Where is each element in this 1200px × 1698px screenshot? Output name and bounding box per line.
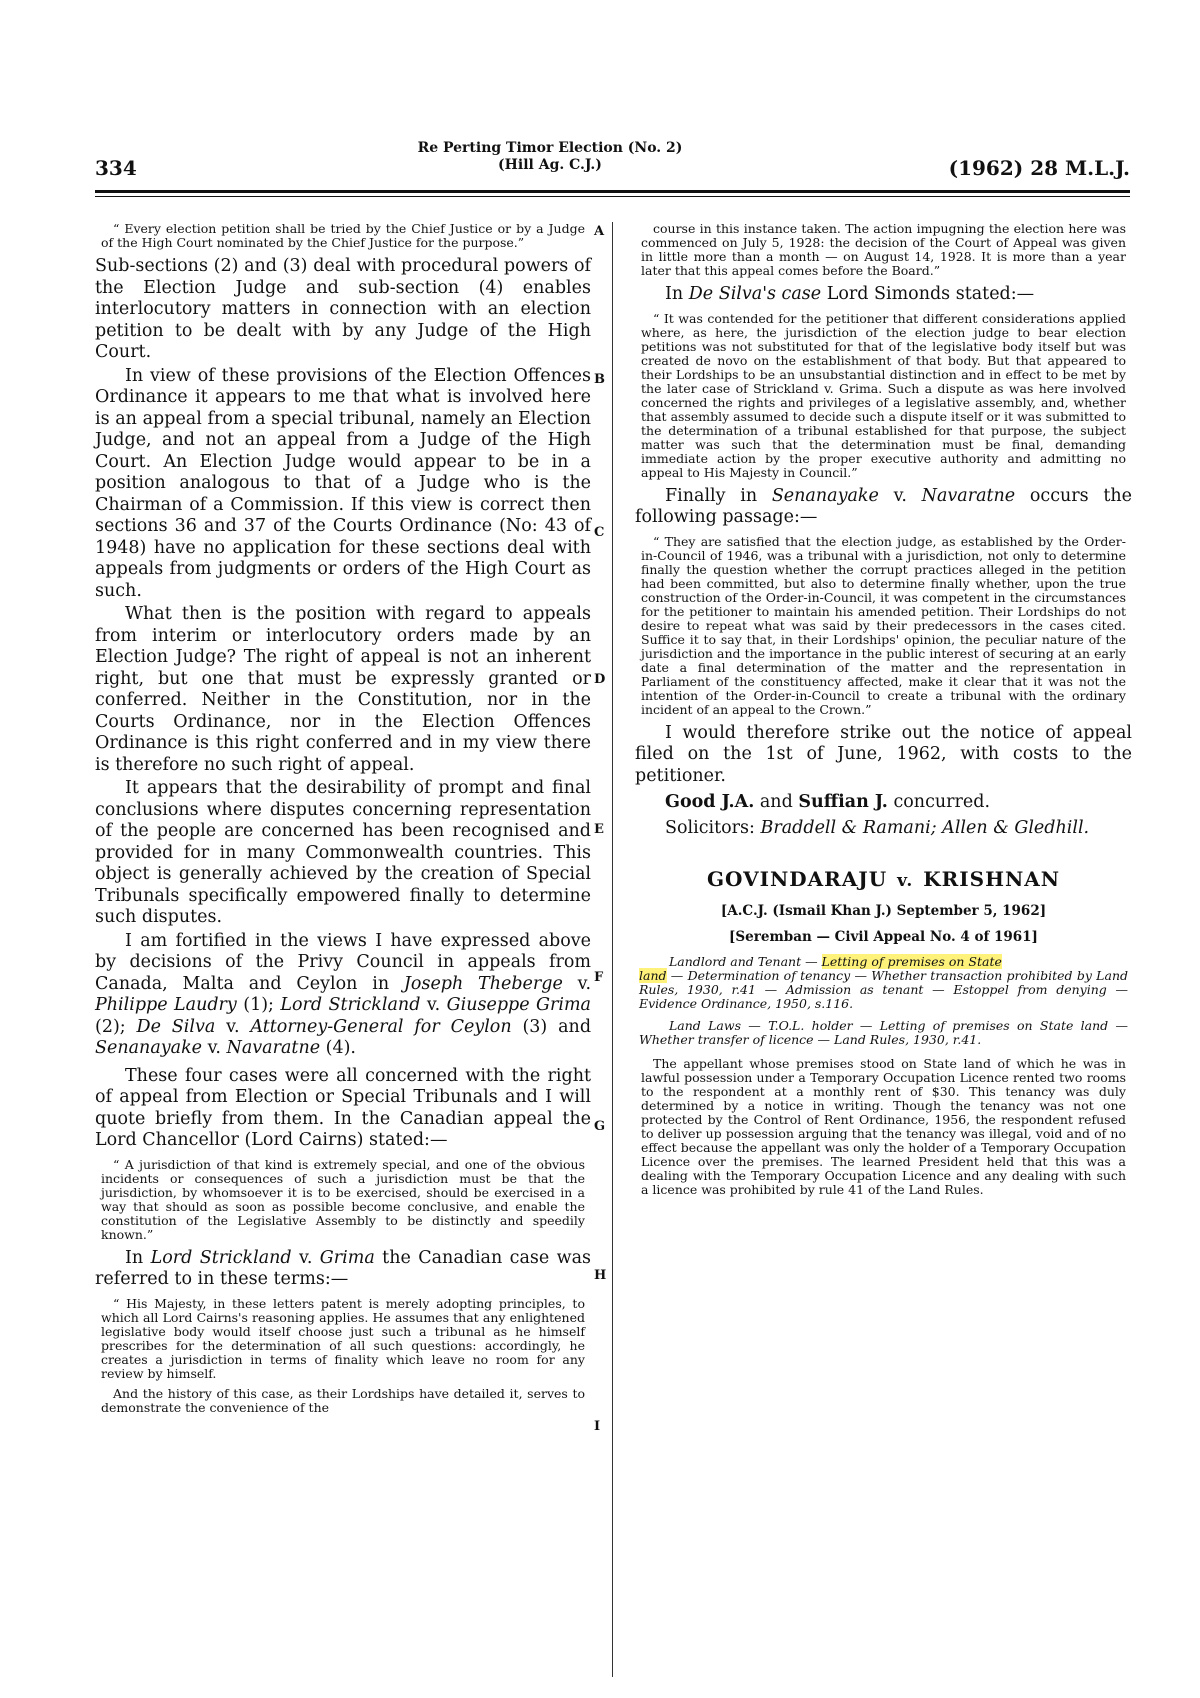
column-divider (612, 222, 613, 1677)
case-name: De Silva's case (688, 284, 822, 304)
text: concurred. (887, 792, 991, 812)
margin-letter: H (594, 1268, 607, 1283)
margin-letter: I (594, 1419, 601, 1434)
running-head-title: Re Perting Timor Election (No. 2) (417, 140, 683, 156)
text: (1); (236, 995, 281, 1015)
margin-letter: D (594, 672, 606, 687)
paragraph: It appears that the desirability of prompt and final conclusions where disputes concerning representation of the people are concerned has been recognised and provided for in many Commonwealth countries. This object is generally achieved by the creation of Special Tribunals specifically empowered finally to determine such disputes. (95, 778, 591, 927)
text: and (754, 792, 799, 812)
text: (3) and (511, 1016, 592, 1037)
text: — Determination of tenancy — Whether transaction prohibited by Land Rules, 1930, r.41 — Admission as tenant — Estoppel from denying — Evidence Ordinance, 1950, s.116. (639, 968, 1128, 1011)
case-name: Attorney-General for Ceylon (250, 1016, 512, 1037)
paragraph (95, 1248, 591, 1291)
case-name: Grima (319, 1247, 375, 1268)
solicitors-names: Braddell & Ramani; Allen & Gledhill. (760, 818, 1090, 838)
citation: (1962) 28 M.L.J. (948, 156, 1130, 180)
text: v. (878, 485, 922, 506)
text: (4). (320, 1038, 356, 1058)
case-reference: [Seremban — Civil Appeal No. 4 of 1961] (729, 929, 1038, 945)
page-number: 334 (95, 156, 137, 180)
text: In (665, 284, 689, 304)
headnote (635, 955, 1132, 1011)
text: Lord Simonds stated:— (821, 284, 1035, 304)
judge-name: Suffian J. (798, 792, 888, 812)
text: v. (420, 995, 447, 1015)
paragraph (635, 284, 1132, 306)
text: occurs the following passage:— (635, 485, 1132, 527)
judge-name: Good J.A. (665, 792, 755, 812)
case-name: Navaratne (921, 485, 1016, 506)
solicitors (635, 817, 1132, 839)
text: the Canadian case was referred to in these terms:— (95, 1247, 592, 1289)
margin-letter: B (594, 372, 605, 387)
left-column (95, 222, 591, 1421)
solicitors-label: Solicitors: (665, 818, 761, 838)
text: v. (291, 1247, 320, 1268)
margin-letter: C (594, 525, 605, 540)
running-head-judge: (Hill Ag. C.J.) (498, 157, 602, 173)
margin-letter: G (594, 1119, 606, 1134)
highlighted-text: land (639, 968, 667, 983)
case-facts: The appellant whose premises stood on State land of which he was in lawful possession under a Temporary Occupation Licence rented two rooms to the respondent at a monthly rent of $30. This tenancy was duly determined by a notice in writing. Though the tenancy was not one protected by the Control of Rent Ordinance, 1956, the respondent refused to deliver up possession arguing that the tenancy was illegal, void and of no effect because the appellant was only the holder of a Temporary Occupation Licence over the premises. The learned President held that this was a dealing with the Temporary Occupation Licence and any dealing with such a licence was prohibited by rule 41 of the Land Rules. (641, 1056, 1126, 1197)
paragraph-privy-council-cases (95, 931, 591, 1060)
case-name: Senanayake (95, 1038, 203, 1058)
party-appellant: GOVINDARAJU (706, 867, 888, 891)
quotation: “ Every election petition shall be tried by the Chief Justice or by a Judge of the High Court nominated by the Chief Justice for the purpose.” (101, 221, 585, 250)
paragraph: What then is the position with regard to appeals from interim or interlocutory orders made by an Election Judge? The right of appeal is not an inherent right, but one that must be expressly granted or conferred. Neither in the Constitution, nor in the Courts Ordinance, nor in the Election Offences Ordinance is this right conferred and in my view there is therefore no such right of appeal. (95, 604, 591, 775)
paragraph: Sub-sections (2) and (3) deal with procedural powers of the Election Judge and sub-section (4) enables interlocutory matters in connection with an election petition to be dealt with by any Judge of the High Court. (95, 256, 591, 362)
text: v. (215, 1016, 251, 1037)
running-head (400, 140, 700, 174)
versus: v. (897, 871, 914, 891)
paragraph: In view of these provisions of the Election Offences Ordinance it appears to me that what is involved here is an appeal from a special tribunal, namely an Election Judge, and not an appeal from a Judge of the High Court. An Election Judge would appear to be in a position analogous to that of a Judge who is the Chairman of a Commission. If this view is correct then sections 36 and 37 of the Courts Ordinance (No: 43 of 1948) have no application for these sections deal with appeals from judgments or orders of the High Court as such. (95, 365, 591, 601)
text: In (125, 1247, 151, 1268)
right-column (635, 222, 1132, 1203)
case-court: [A.C.J. (Ismail Khan J.) September 5, 1962] (720, 903, 1047, 919)
case-name: Lord Strickland (150, 1247, 292, 1268)
paragraph (635, 486, 1132, 529)
paragraph: These four cases were all concerned with the right of appeal from Election or Special Tribunals and I will quote briefly from them. In the Canadian appeal the Lord Chancellor (Lord Cairns) stated:— (95, 1065, 591, 1150)
case-title (635, 867, 1132, 891)
quotation: And the history of this case, as their Lordships have detailed it, serves to demonstrate the convenience of the (101, 1385, 585, 1415)
paragraph: I would therefore strike out the notice of appeal filed on the 1st of June, 1962, with costs to the petitioner. (635, 722, 1132, 786)
margin-letter: E (594, 822, 604, 837)
case-name: Lord Strickland (280, 995, 421, 1015)
margin-letter: A (594, 224, 605, 239)
party-respondent: KRISHNAN (923, 867, 1061, 891)
case-name: Navaratne (226, 1038, 321, 1058)
margin-letter: F (594, 970, 604, 985)
quotation: “ It was contended for the petitioner that different considerations applied where, as here, the jurisdiction of the election judge to bear election petitions was not substituted for that of the legislative body itself but was created de novo on the establishment of that body. But that appeared to their Lordships to be an unsubstantial distinction and in effect to be met by the later case of Strickland v. Grima. Such a dispute as was here involved concerned the rights and privileges of a legislative assembly, and, whether that assembly assumed to decide such a dispute itself or it was submitted to the determination of a tribunal established for that purpose, the subject matter was such that the determination must be final, demanding immediate action by the proper executive authority and admitting no appeal to His Majesty in Council.” (641, 310, 1126, 480)
text: v. (202, 1038, 227, 1058)
header-rule (95, 190, 1130, 193)
highlighted-text: Letting of premises on State (821, 954, 1002, 969)
concurrence (635, 791, 1132, 813)
headnote: Land Laws — T.O.L. holder — Letting of premises on State land — Whether transfer of licence — Land Rules, 1930, r.41. (639, 1018, 1128, 1047)
case-name: Joseph Theberge (403, 973, 563, 994)
text: Landlord and Tenant — (669, 954, 822, 969)
text: I am fortified in the views I have expressed above by decisions of the Privy Council in appeals from Canada, Malta and Ceylon in (95, 930, 591, 994)
quotation: “ They are satisfied that the election judge, as established by the Order-in-Council of 1946, was a tribunal with a jurisdiction, not only to determine finally the question whether the corrupt practices alleged in the petition had been committed, but also to determine finally whether, upon the true construction of the Order-in-Council, it was competent in the circumstances for the petitioner to maintain his amended petition. Their Lordships do not desire to repeat what was said by their predecessors in the cases cited. Suffice it to say that, in their Lordships' opinion, the peculiar nature of the jurisdiction and the importance in the public interest of securing at an early date a final determination of the matter and the representation in Parliament of the constituency affected, make it clear that it was not the intention of the Order-in-Council to create a tribunal with the ordinary incident of an appeal to the Crown.” (641, 533, 1126, 717)
text: (2); (95, 1016, 137, 1037)
header-rule-thin (95, 196, 1130, 197)
quotation: “ A jurisdiction of that kind is extremely special, and one of the obvious incidents or consequences of such a jurisdiction must be that the jurisdiction, by whomsoever it is to be exercised, should be exercised in a way that should as soon as possible become conclusive, and enable the constitution of the Legislative Assembly to be distinctly and speedily known.” (101, 1156, 585, 1242)
quotation: course in this instance taken. The action impugning the election here was commenced on July 5, 1928: the decision of the Court of Appeal was given in little more than a month — on August 14, 1928. It is more than a year later that this appeal comes before the Board.” (641, 221, 1126, 278)
text: v. (562, 973, 592, 994)
case-name: Philippe Laudry (95, 995, 237, 1015)
text: Finally in (665, 485, 772, 506)
case-name: Senanayake (771, 485, 879, 506)
case-name: Giuseppe Grima (446, 995, 591, 1015)
case-name: De Silva (136, 1016, 216, 1037)
quotation: “ His Majesty, in these letters patent is merely adopting principles, to which all Lord Cairns's reasoning applies. He assumes that any enlightened legislative body would itself choose just such a tribunal as he himself prescribes for the determination of all such questions: accordingly, he creates a jurisdiction in terms of finality which leave no room for any review by himself. (101, 1295, 585, 1381)
